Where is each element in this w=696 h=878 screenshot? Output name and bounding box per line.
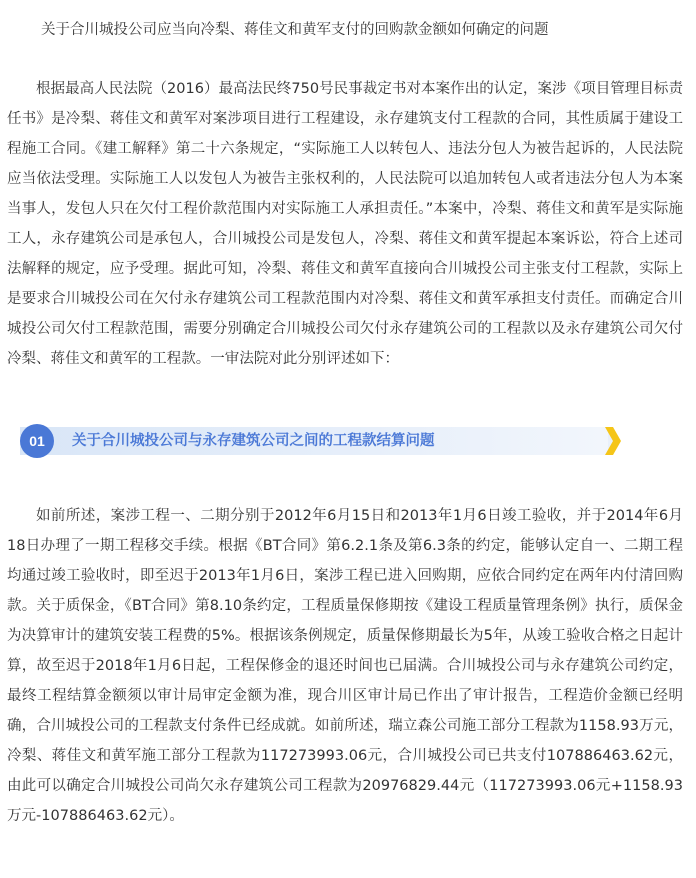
page-title: 关于合川城投公司应当向冷梨、蒋佳文和黄军支付的回购款金额如何确定的问题 [41,22,549,38]
section-title: 关于合川城投公司与永存建筑公司之间的工程款结算问题 [72,433,435,449]
section-header [10,424,620,458]
chevron-right-icon [602,426,622,456]
paragraph-legal-basis: 根据最高人民法院（2016）最高法民终750号民事裁定书对本案作出的认定，案涉《项目管理目标责任书》是冷梨、蒋佳文和黄军对案涉项目进行工程建设，永存建筑支付工程款的合同，其性质属于建设工程施工合同。《建工解释》第二十六条规定，“实际施工人以转包人、违法分包人为被告起诉的，人民法院应当依法受理。实际施工人以发包人为被告主张权利的，人民法院可以追加转包人或者违法分包人为本案当事人，发包人只在欠付工程价款范围内对实际施工人承担责任。”本案中，冷梨、蒋佳文和黄军是实际施工人，永存建筑公司是承包人，合川城投公司是发包人，冷梨、蒋佳文和黄军提起本案诉讼，符合上述司法解释的规定，应予受理。据此可知，冷梨、蒋佳文和黄军直接向合川城投公司主张支付工程款，实际上是要求合川城投公司在欠付永存建筑公司工程款范围内对冷梨、蒋佳文和黄军承担支付责任。而确定合川城投公司欠付工程款范围，需要分别确定合川城投公司欠付永存建筑公司的工程款以及永存建筑公司欠付冷梨、蒋佳文和黄军的工程款。一审法院对此分别评述如下： [7,81,683,367]
paragraph-settlement: 如前所述，案涉工程一、二期分别于2012年6月15日和2013年1月6日竣工验收，并于2014年6月18日办理了一期工程移交手续。根据《BT合同》第6.2.1条及第6.3条的约定，能够认定自一、二期工程均通过竣工验收时，即至迟于2013年1月6日，案涉工程已进入回购期，应依合同约定在两年内付清回购款。关于质保金，《BT合同》第8.10条约定，工程质量保修期按《建设工程质量管理条例》执行，质保金为决算审计的建筑安装工程费的5%。根据该条例规定，质量保修期最长为5年，从竣工验收合格之日起计算，故至迟于2018年1月6日起，工程保修金的退还时间也已届满。合川城投公司与永存建筑公司约定，最终工程结算金额须以审计局审定金额为准，现合川区审计局已作出了审计报告，工程造价金额已经明确，合川城投公司的工程款支付条件已经成就。如前所述，瑞立森公司施工部分工程款为1158.93万元，冷梨、蒋佳文和黄军施工部分工程款为117273993.06元，合川城投公司已共支付107886463.62元，由此可以确定合川城投公司尚欠永存建筑公司工程款为20976829.44元（117273993.06元+1158.93万元-107886463.62元）。 [7,508,683,824]
section-number-badge: 01 [20,424,54,458]
